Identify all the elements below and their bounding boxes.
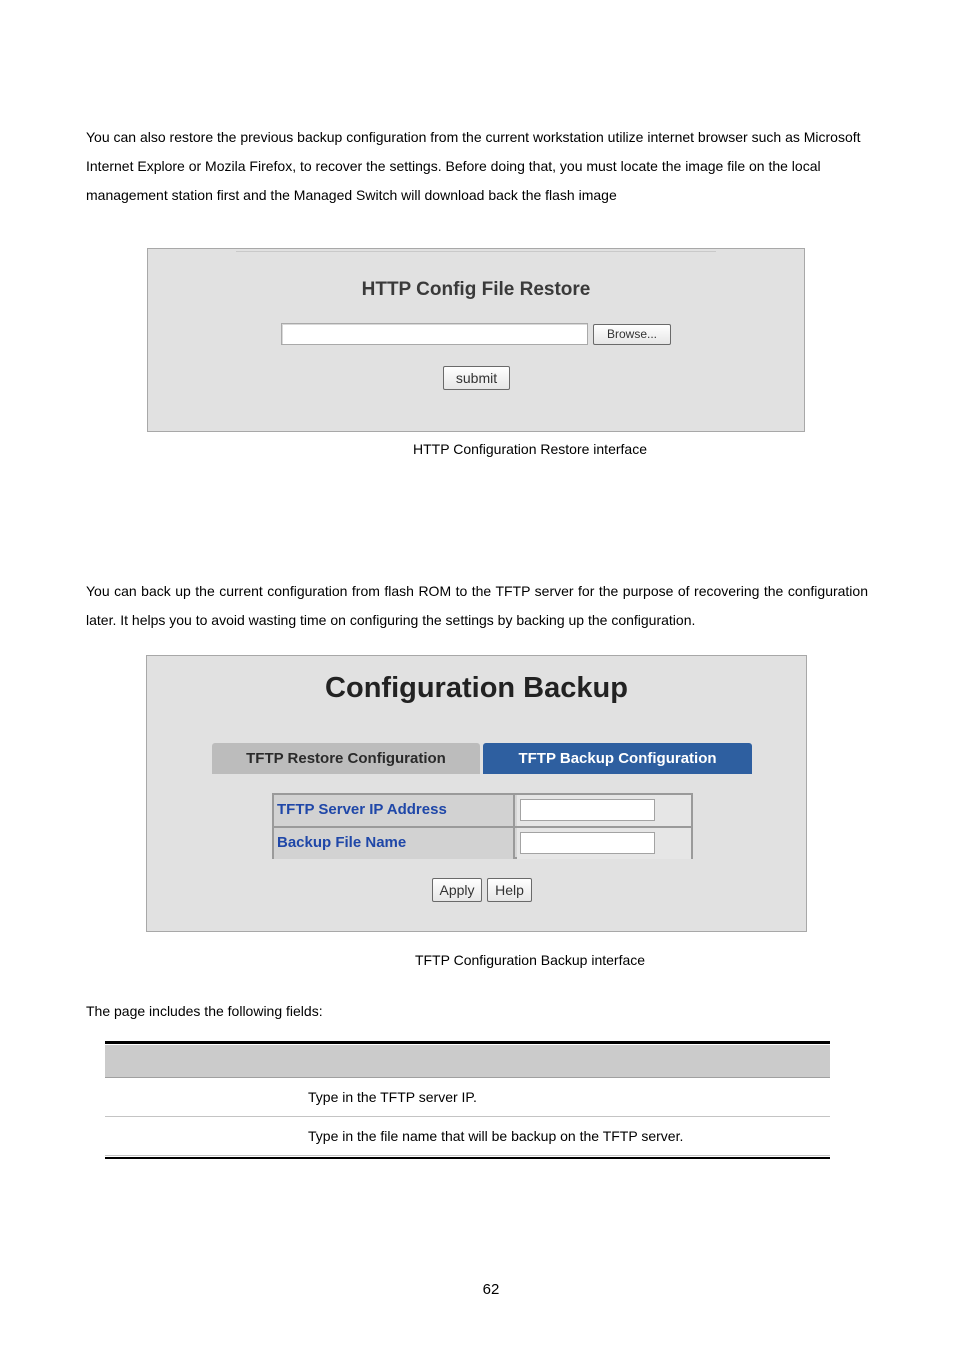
tftp-config-backup-panel (146, 655, 807, 932)
http-config-restore-panel (147, 248, 805, 432)
config-backup-title: Configuration Backup (325, 672, 628, 704)
restore-intro-paragraph: You can also restore the previous backup configuration from the current workstation utilize internet browser such as Microsoft Internet Explore or Mozila Firefox, to recover the settings. Before doing that, you must locate the image file on the local management station first and the Managed Switch will download back the flash image (86, 129, 861, 203)
row-description: Type in the TFTP server IP. (308, 1089, 477, 1105)
backup-file-name-label: Backup File Name (274, 828, 515, 859)
http-restore-caption: HTTP Configuration Restore interface (413, 441, 647, 457)
submit-button[interactable]: submit (443, 366, 510, 390)
row-description: Type in the file name that will be backup on the TFTP server. (308, 1128, 684, 1144)
browse-button[interactable]: Browse... (593, 324, 671, 345)
tftp-backup-caption: TFTP Configuration Backup interface (414, 952, 646, 968)
page-number: 62 (482, 1281, 500, 1298)
fields-table (105, 1041, 830, 1159)
backup-intro-paragraph: You can back up the current configuration from flash ROM to the TFTP server for the purpose of recovering the configuration later. It helps you to avoid wasting time on configuring the settings by backing up the configuration. (86, 583, 868, 628)
panel-divider (236, 251, 716, 252)
apply-button[interactable]: Apply (432, 878, 482, 902)
tftp-server-ip-input[interactable] (520, 799, 655, 821)
tftp-server-ip-label: TFTP Server IP Address (274, 795, 515, 826)
help-button[interactable]: Help (487, 878, 532, 902)
form-row-backup-file (274, 828, 691, 859)
fields-intro: The page includes the following fields: (86, 1003, 323, 1019)
table-row (105, 1078, 830, 1117)
restore-file-input[interactable] (281, 323, 588, 345)
tab-tftp-backup-configuration[interactable]: TFTP Backup Configuration (483, 743, 752, 774)
backup-file-name-input[interactable] (520, 832, 655, 854)
tab-tftp-restore-configuration[interactable]: TFTP Restore Configuration (212, 743, 480, 774)
table-row (105, 1117, 830, 1156)
table-header (105, 1045, 830, 1078)
http-restore-title: HTTP Config File Restore (361, 279, 591, 300)
form-row-server-ip (274, 795, 691, 828)
table-top-rule (105, 1041, 830, 1044)
table-bottom-rule (105, 1157, 830, 1159)
backup-form-table (272, 793, 693, 859)
